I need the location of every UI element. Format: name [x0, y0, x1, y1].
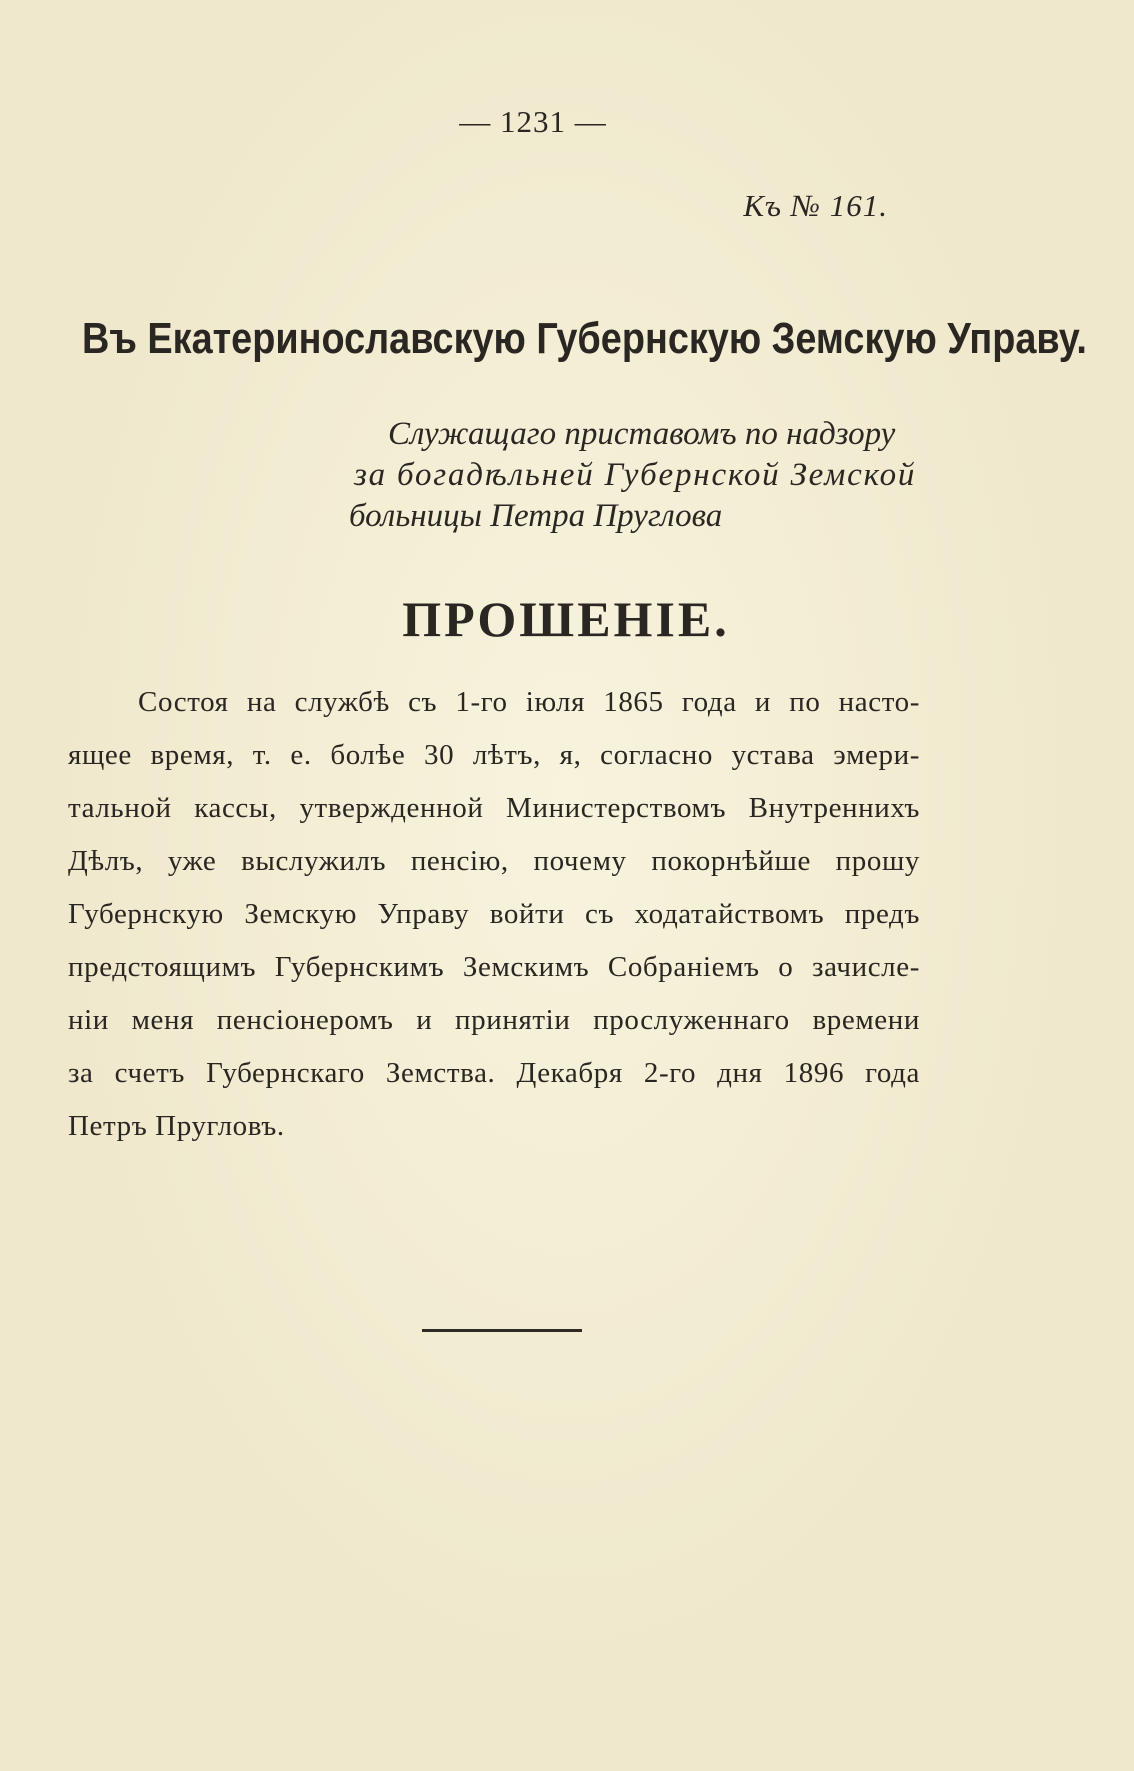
body-line: Состоя на службѣ съ 1-го іюля 1865 года и по насто- — [138, 686, 920, 718]
sender-block — [340, 414, 920, 537]
body-line: за счетъ Губернскаго Земства. Декабря 2-го дня 1896 года — [68, 1057, 920, 1089]
body-line: Петръ Пругловъ. — [68, 1110, 285, 1142]
sender-line: за богадѣльней Губернской Земской — [354, 457, 917, 493]
body-line: ніи меня пенсіонеромъ и принятіи прослуженнаго времени — [68, 1004, 920, 1036]
body-line: ящее время, т. е. болѣе 30 лѣтъ, я, согласно устава эмери- — [68, 739, 920, 771]
addressee-heading: Въ Екатеринославскую Губернскую Земскую Управу. — [82, 314, 1087, 363]
reference-number: Къ № 161. — [743, 188, 888, 223]
body-line: предстоящимъ Губернскимъ Земскимъ Собраніемъ о зачисле- — [68, 951, 920, 983]
body-line: тальной кассы, утвержденной Министерствомъ Внутреннихъ — [68, 792, 920, 824]
page-number: — 1231 — — [459, 104, 607, 139]
document-title: ПРОШЕНІЕ. — [402, 591, 730, 647]
sender-line: Служащаго приставомъ по надзору — [388, 416, 896, 452]
sender-line: больницы Петра Пруглова — [349, 498, 723, 534]
petition-body — [68, 676, 920, 1153]
body-line: Губернскую Земскую Управу войти съ ходатайствомъ предъ — [68, 898, 920, 930]
closing-rule — [422, 1329, 582, 1332]
body-line: Дѣлъ, уже выслужилъ пенсію, почему покорнѣйше прошу — [68, 845, 920, 877]
